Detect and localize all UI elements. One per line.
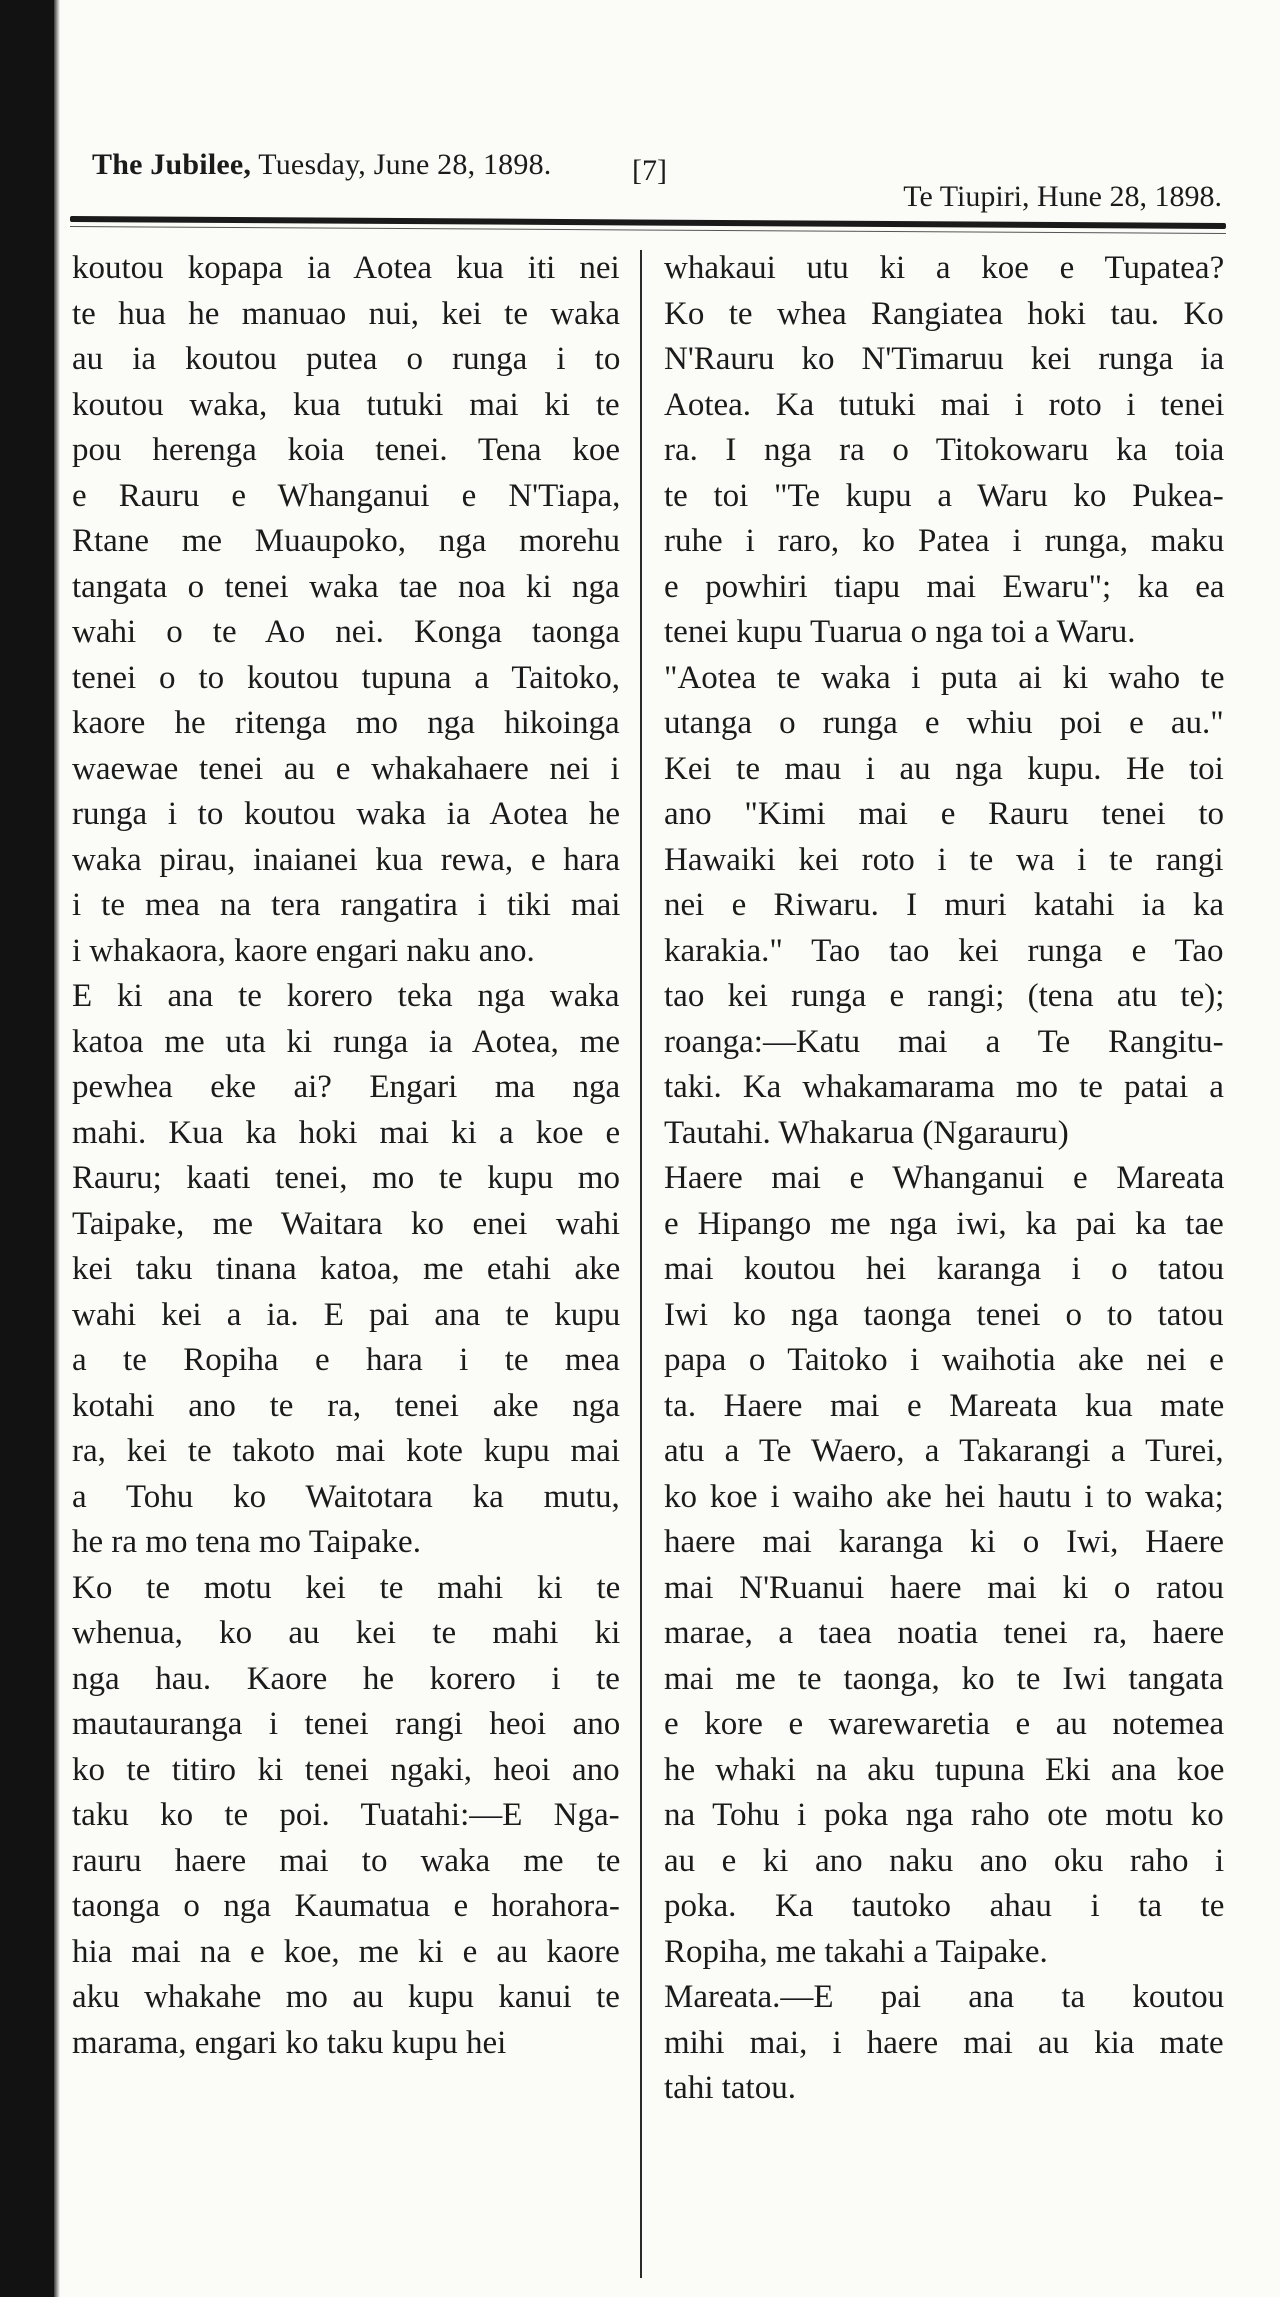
text-line: e kore e warewaretia e au notemea	[664, 1706, 1225, 1742]
publication-title: The Jubilee,	[92, 148, 252, 181]
text-line: kaore he ritenga mo nga hikoinga	[72, 705, 620, 741]
text-line: ta. Haere mai e Mareata kua mate	[664, 1387, 1225, 1424]
text-line: kotahi ano te ra, tenei ake nga	[72, 1387, 620, 1424]
text-line: mihi mai, i haere mai au kia mate	[664, 2024, 1224, 2061]
text-line: waka pirau, inaianei kua rewa, e hara	[72, 841, 621, 878]
spine-edge-shadow	[54, 0, 60, 2297]
text-line: ano "Kimi mai e Rauru tenei to	[664, 796, 1225, 832]
text-line: haere mai karanga ki o Iwi, Haere	[664, 1524, 1225, 1560]
text-line: Rtane me Muaupoko, nga morehu	[72, 523, 620, 559]
text-line: ra, kei te takoto mai kote kupu mai	[72, 1433, 621, 1469]
page-header	[92, 140, 1222, 213]
text-line: koutou kopapa ia Aotea kua iti nei	[72, 250, 620, 286]
text-line: tangata o tenei waka tae noa ki nga	[72, 568, 620, 605]
book-spine-shadow	[0, 0, 54, 2297]
text-line: he whaki na aku tupuna Eki ana koe	[664, 1751, 1225, 1788]
text-line: e powhiri tiapu mai Ewaru"; ka ea	[664, 568, 1225, 605]
header-left	[92, 148, 551, 182]
header-right-maori-date: Te Tiupiri, Hune 28, 1898.	[903, 180, 1222, 213]
text-line: runga i to koutou waka ia Aotea he	[72, 796, 620, 832]
text-line: e Rauru e Whanganui e N'Tiapa,	[72, 477, 621, 514]
text-line: Tautahi. Whakarua (Ngarauru)	[664, 1114, 1069, 1151]
text-line: na Tohu i poka nga raho ote motu ko	[664, 1797, 1224, 1833]
text-line: ko koe i waiho ake hei hautu i to waka;	[664, 1478, 1224, 1515]
text-line: katoa me uta ki runga ia Aotea, me	[72, 1023, 620, 1060]
text-line: wahi o te Ao nei. Konga taonga	[72, 614, 620, 650]
text-line: whakaui utu ki a koe e Tupatea?	[664, 250, 1225, 286]
text-line: atu a Te Waero, a Takarangi a Turei,	[664, 1433, 1224, 1469]
left-column	[72, 246, 620, 2066]
text-line: marama, engari ko taku kupu hei	[72, 2024, 507, 2061]
text-line: taku ko te poi. Tuatahi:—E Nga-	[72, 1797, 620, 1833]
text-line: a Tohu ko Waitotara ka mutu,	[72, 1478, 620, 1515]
text-line: kei taku tinana katoa, me etahi ake	[72, 1251, 621, 1287]
text-line: N'Rauru ko N'Timaruu kei runga ia	[664, 341, 1225, 377]
text-line: rauru haere mai to waka me te	[72, 1842, 621, 1879]
text-line: au e ki ano naku ano oku raho i	[664, 1842, 1225, 1879]
text-line: Ko te motu kei te mahi ki te	[72, 1569, 621, 1606]
text-line: Rauru; kaati tenei, mo te kupu mo	[72, 1160, 620, 1196]
text-line: koutou waka, kua tutuki mai ki te	[72, 386, 620, 423]
text-line: ko te titiro ki tenei ngaki, heoi ano	[72, 1751, 620, 1788]
text-line: papa o Taitoko i waihotia ake nei e	[664, 1342, 1224, 1378]
text-line: taki. Ka whakamarama mo te patai a	[664, 1069, 1224, 1105]
text-line: tahi tatou.	[664, 2070, 796, 2106]
text-line: marae, a taea noatia tenei ra, haere	[664, 1615, 1225, 1651]
text-line: ruhe i raro, ko Patea i runga, maku	[664, 523, 1225, 559]
text-line: te toi "Te kupu a Waru ko Pukea-	[664, 477, 1224, 514]
right-column	[664, 246, 1224, 2112]
text-line: "Aotea te waka i puta ai ki waho te	[664, 659, 1225, 696]
text-line: nei e Riwaru. I muri katahi ia ka	[664, 887, 1225, 923]
text-line: he ra mo tena mo Taipake.	[72, 1524, 421, 1560]
text-line: taonga o nga Kaumatua e horahora-	[72, 1888, 620, 1924]
text-line: mahi. Kua ka hoki mai ki a koe e	[72, 1114, 621, 1151]
text-line: Ko te whea Rangiatea hoki tau. Ko	[664, 295, 1224, 332]
text-line: hia mai na e koe, me ki e au kaore	[72, 1933, 620, 1970]
text-line: i te mea na tera rangatira i tiki mai	[72, 887, 621, 923]
text-line: tao kei runga e rangi; (tena atu te);	[664, 978, 1225, 1014]
text-line: au ia koutou putea o runga i to	[72, 341, 621, 377]
text-line: Mareata.—E pai ana ta koutou	[664, 1979, 1225, 2015]
text-line: mautauranga i tenei rangi heoi ano	[72, 1706, 621, 1742]
text-line: Kei te mau i au nga kupu. He toi	[664, 750, 1224, 787]
text-line: Taipake, me Waitara ko enei wahi	[72, 1205, 621, 1242]
text-line: mai N'Ruanui haere mai ki o ratou	[664, 1569, 1224, 1606]
text-line: e Hipango me nga iwi, ka pai ka tae	[664, 1205, 1224, 1242]
text-line: Hawaiki kei roto i te wa i te rangi	[664, 841, 1224, 878]
column-divider	[640, 250, 642, 2278]
text-line: pou herenga koia tenei. Tena koe	[72, 432, 621, 468]
text-line: utanga o runga e whiu poi e au."	[664, 705, 1224, 741]
text-line: whenua, ko au kei te mahi ki	[72, 1615, 621, 1651]
publication-date: Tuesday, June 28, 1898.	[258, 148, 552, 181]
text-line: Aotea. Ka tutuki mai i roto i tenei	[664, 386, 1225, 423]
text-line: ra. I nga ra o Titokowaru ka toia	[664, 432, 1225, 468]
text-line: poka. Ka tautoko ahau i ta te	[664, 1888, 1225, 1924]
text-line: aku whakahe mo au kupu kanui te	[72, 1979, 620, 2015]
text-line: karakia." Tao tao kei runga e Tao	[664, 932, 1224, 969]
text-line: mai me te taonga, ko te Iwi tangata	[664, 1660, 1224, 1697]
page-number: [7]	[632, 154, 667, 187]
text-line: Iwi ko nga taonga tenei o to tatou	[664, 1296, 1224, 1333]
text-line: waewae tenei au e whakahaere nei i	[72, 750, 620, 787]
text-line: pewhea eke ai? Engari ma nga	[72, 1069, 621, 1105]
text-line: wahi kei a ia. E pai ana te kupu	[72, 1296, 621, 1333]
text-line: Ropiha, me takahi a Taipake.	[664, 1933, 1048, 1970]
text-line: i whakaora, kaore engari naku ano.	[72, 932, 535, 969]
text-line: Haere mai e Whanganui e Mareata	[664, 1160, 1225, 1196]
text-line: tenei kupu Tuarua o nga toi a Waru.	[664, 614, 1136, 650]
text-line: roanga:—Katu mai a Te Rangitu-	[664, 1023, 1224, 1060]
text-line: E ki ana te korero teka nga waka	[72, 978, 620, 1014]
text-line: mai koutou hei karanga i o tatou	[664, 1251, 1225, 1287]
text-line: a te Ropiha e hara i te mea	[72, 1342, 620, 1378]
text-line: nga hau. Kaore he korero i te	[72, 1660, 620, 1697]
text-line: te hua he manuao nui, kei te waka	[72, 295, 620, 332]
text-line: tenei o to koutou tupuna a Taitoko,	[72, 659, 620, 696]
